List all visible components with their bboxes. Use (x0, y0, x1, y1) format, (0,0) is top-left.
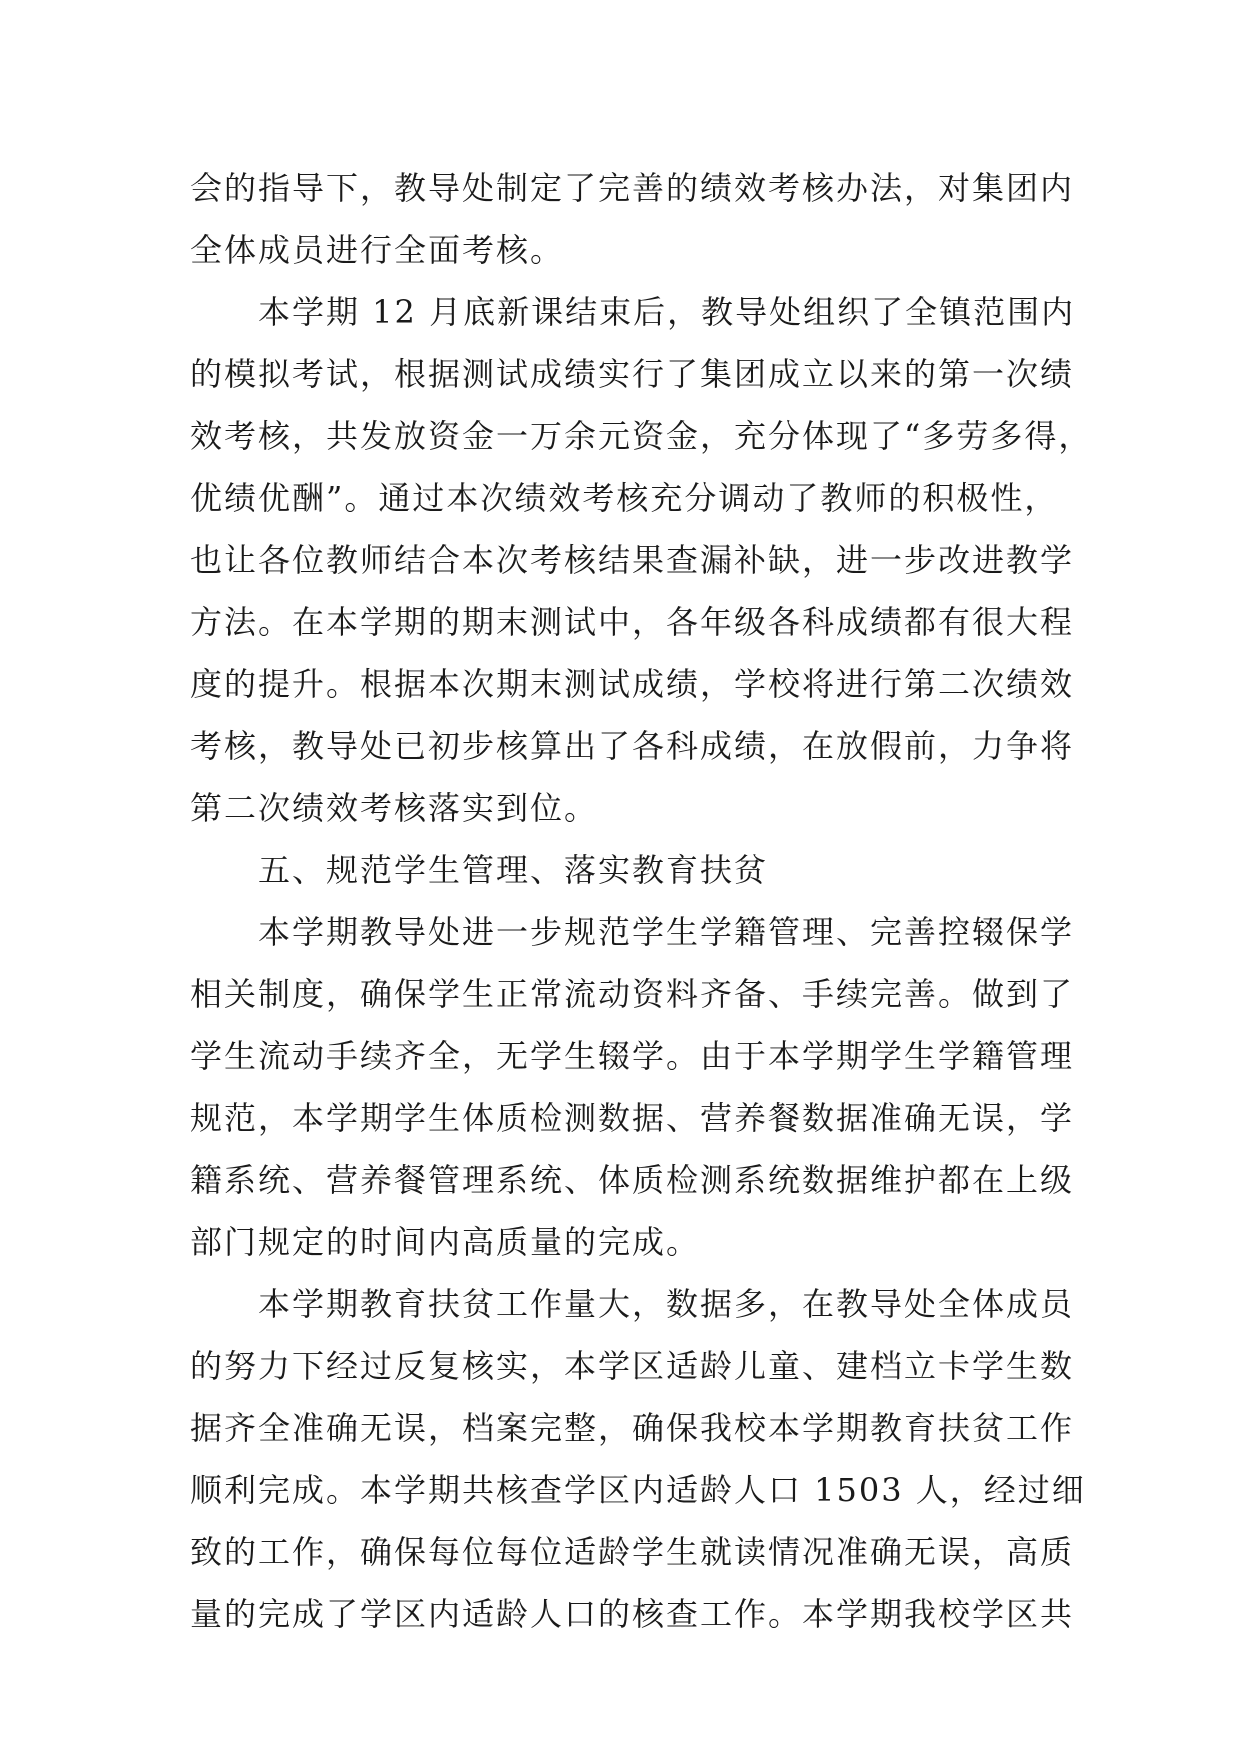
text-line: 会的指导下，教导处制定了完善的绩效考核办法，对集团内 (190, 169, 1075, 207)
text-line: 规范，本学期学生体质检测数据、营养餐数据准确无误，学 (190, 1099, 1075, 1137)
text-line: 考核，教导处已初步核算出了各科成绩，在放假前，力争将 (190, 727, 1075, 765)
paragraph-first-line: 本学期教育扶贫工作量大，数据多，在教导处全体成员 (258, 1285, 1075, 1323)
paragraph-first-line: 本学期 12 月底新课结束后，教导处组织了全镇范围内 (258, 293, 1076, 331)
text-line: 的努力下经过反复核实，本学区适龄儿童、建档立卡学生数 (190, 1347, 1075, 1385)
document-body (190, 157, 1093, 1645)
text-line: 优绩优酬”。通过本次绩效考核充分调动了教师的积极性， (190, 479, 1059, 517)
paragraph-first-line: 本学期教导处进一步规范学生学籍管理、完善控辍保学 (258, 913, 1075, 951)
text-line: 据齐全准确无误，档案完整，确保我校本学期教育扶贫工作 (190, 1409, 1075, 1447)
text-line: 顺利完成。本学期共核查学区内适龄人口 1503 人，经过细 (190, 1471, 1086, 1509)
text-line: 量的完成了学区内适龄人口的核查工作。本学期我校学区共 (190, 1595, 1075, 1633)
text-line: 致的工作，确保每位每位适龄学生就读情况准确无误，高质 (190, 1533, 1075, 1571)
text-line: 度的提升。根据本次期末测试成绩，学校将进行第二次绩效 (190, 665, 1075, 703)
text-line: 部门规定的时间内高质量的完成。 (190, 1223, 701, 1261)
text-line: 效考核，共发放资金一万余元资金，充分体现了“多劳多得， (190, 417, 1093, 455)
text-line: 相关制度，确保学生正常流动资料齐备、手续完善。做到了 (190, 975, 1075, 1013)
text-line: 第二次绩效考核落实到位。 (190, 789, 599, 827)
text-line: 的模拟考试，根据测试成绩实行了集团成立以来的第一次绩 (190, 355, 1075, 393)
text-line: 方法。在本学期的期末测试中，各年级各科成绩都有很大程 (190, 603, 1075, 641)
text-line: 全体成员进行全面考核。 (190, 231, 565, 269)
section-heading: 五、规范学生管理、落实教育扶贫 (258, 851, 769, 889)
text-line: 也让各位教师结合本次考核结果查漏补缺，进一步改进教学 (190, 541, 1075, 579)
text-line: 籍系统、营养餐管理系统、体质检测系统数据维护都在上级 (190, 1161, 1075, 1199)
text-line: 学生流动手续齐全，无学生辍学。由于本学期学生学籍管理 (190, 1037, 1075, 1075)
